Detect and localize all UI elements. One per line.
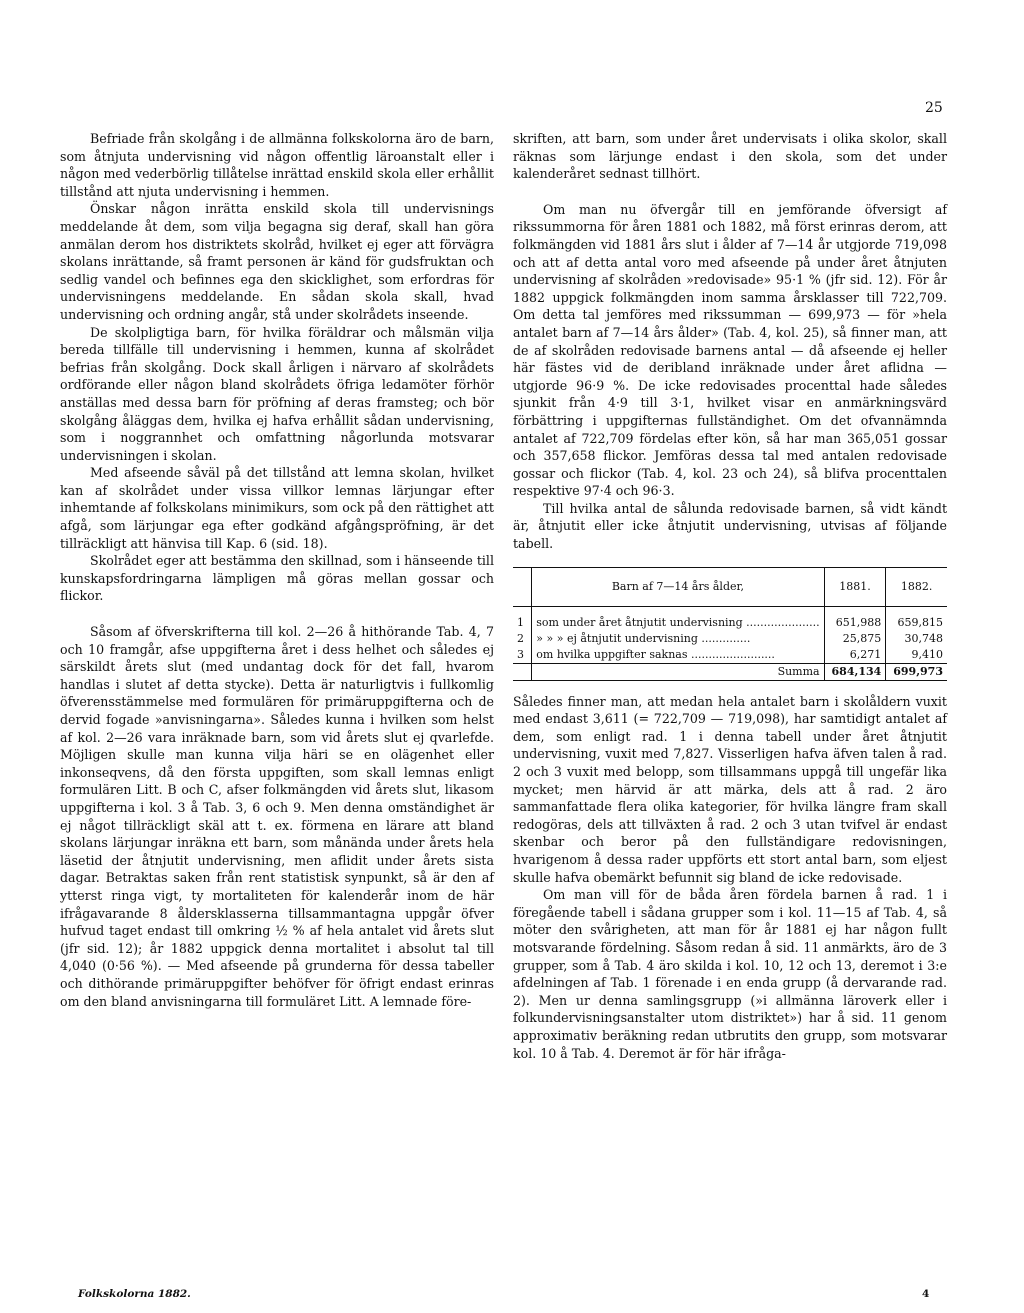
row-value-1882: 9,410: [911, 647, 943, 661]
footer-publication: Folkskolorna 1882.: [78, 1288, 191, 1300]
paragraph: Således finner man, att medan hela antalet barn i skolåldern vuxit med endast 3,611 (= 722,709 — 719,098), har samtidigt antalet af dem, som enligt rad. 1 i denna tabell under året åtnjutit undervisning, vuxit med 7,827. Visserligen hafva äfven talen å rad. 2 och 3 vuxit med belopp, som tillsammans uppgå till ungefär lika mycket; men härvid är att märka, dels att å rad. 2 äro sammanfattade flera olika kategorier, för hvilka längre fram skall redogöras, dels att tillväxten å rad. 2 och 3 utan tvifvel är endast skenbar och beror på den fullständigare redovisningen, hvarigenom å dessa rader uppförts ett stort antal barn, som eljest skulle hafva obemärkt befunnit sig bland de icke redovisade.: [513, 693, 947, 885]
table-header-1881: 1881.: [824, 567, 886, 606]
sum-label: Summa: [532, 663, 824, 680]
paragraph: Om man vill för de båda åren fördela barnen å rad. 1 i föregående tabell i sådana grupper som i kol. 11—15 af Tab. 4, så möter den svårigheten, att man för år 1881 ej har någon fullt motsvarande fördelning. Såsom redan å sid. 11 anmärkts, äro de 3 grupper, som å Tab. 4 äro skilda i kol. 10, 12 och 13, deremot i 3:e afdelningen af Tab. 1 förenade i en enda grupp (å dervarande rad. 2). Men ur denna samlingsgrupp (»i allmänna läroverk eller i folkundervisningsanstalter utom distriktet») har å sid. 11 genom approximativ beräkning redan utbrutits den grupp, som motsvarar kol. 10 å Tab. 4. Deremot är för här ifråga-: [513, 887, 947, 1061]
footer-signature: 4: [922, 1288, 930, 1300]
row-label: » » » ej åtnjutit undervisning ..............: [532, 631, 824, 647]
left-column: [60, 130, 494, 1010]
paragraph: Önskar någon inrätta enskild skola till undervisnings meddelande åt dem, som vilja begagna sig deraf, skall han göra anmälan derom hos distriktets skolråd, hvilket ej eger att förvägra skolans inrättande, så framt personen är känd för gudsfruktan och sedlig vandel och befinnes ega den skicklighet, som erfordras för undervisningens meddelande. En sådan skola skall, hvad undervisning och ordning angår, stå under skolrådets inseende.: [60, 201, 494, 322]
page-number: 25: [925, 100, 943, 116]
paragraph: Befriade från skolgång i de allmänna folkskolorna äro de barn, som åtnjuta undervisning vid någon offentlig läroanstalt eller i någon med vederbörlig tillåtelse inrättad enskild skola eller erhållit tillstånd att njuta undervisning i hemmen.: [60, 131, 494, 199]
row-label: om hvilka uppgifter saknas ........................: [532, 647, 824, 664]
paragraph: skriften, att barn, som under året undervisats i olika skolor, skall räknas som lärjunge endast i den skola, som det under kalenderåret sednast tillhört.: [513, 131, 947, 182]
sum-number: [513, 663, 532, 680]
table-row: [513, 647, 947, 664]
row-value-1881: 651,988: [824, 606, 886, 631]
table-row: [513, 631, 947, 647]
row-value-1882: 30,748: [904, 631, 943, 645]
paragraph: Om man nu öfvergår till en jemförande öfversigt af rikssummorna för åren 1881 och 1882, må först erinras derom, att folkmängden vid 1881 års slut i ålder af 7—14 år utgjorde 719,098 och att af detta antal voro med afseende på under året åtnjuten undervisning af skolråden »redovisade» 95·1 % (jfr sid. 12). För år 1882 uppgick folkmängden inom samma årsklasser till 722,709. Om detta tal jemföres med rikssumman — 699,973 — för »hela antalet barn af 7—14 års ålder» (Tab. 4, kol. 25), så finner man, att de af skolråden redovisade barnens antal — då afseende ej heller här fästes vid de deribland inräknade under året aflidna — utgjorde 96·9 %. De icke redovisades procenttal hade således sjunkit från 4·9 till 3·1, hvilket visar en anmärkningsvärd förbättring i uppgifternas fullständighet. Om det ofvannämnda antalet af 722,709 fördelas efter kön, så har man 365,051 gossar och 357,658 flickor. Jemföras dessa tal med antalen redovisade gossar och flickor (Tab. 4, kol. 23 och 24), så blifva procenttalen respektive 97·4 och 96·3.: [513, 201, 947, 499]
table-sum-row: [513, 663, 947, 680]
sum-value-1881: 684,134: [824, 663, 886, 680]
row-value-1881: 25,875: [824, 631, 886, 647]
paragraph: De skolpligtiga barn, för hvilka föräldrar och målsmän vilja bereda tillfälle till undervisning i hemmen, kunna af skolrådet befrias från skolgång. Dock skall årligen i närvaro af skolrådets ordförande eller någon bland skolrådets öfriga ledamöter förhör anställas med dessa barn för pröfning af deras framsteg; och bör skolgång åläggas dem, hvilka ej hafva erhållit sådan undervisning, som i noggrannhet och omfattning någorlunda motsvarar undervisningen i skolan.: [60, 324, 494, 463]
row-value-1882: 659,815: [897, 615, 943, 629]
table-row: [513, 606, 947, 631]
children-table: [513, 567, 947, 681]
table-header-row: [513, 567, 947, 606]
table-header-label: Barn af 7—14 års ålder,: [532, 567, 824, 606]
paragraph: Till hvilka antal de sålunda redovisade barnen, så vidt kändt är, åtnjutit eller icke åtnjutit undervisning, utvisas af följande tabell.: [513, 500, 947, 552]
row-value-1881: 6,271: [824, 647, 886, 664]
sum-value-1882: 699,973: [886, 663, 947, 680]
right-column: [513, 130, 947, 1062]
table-header-1882: 1882.: [886, 567, 947, 606]
row-number: 2: [513, 631, 532, 647]
row-number: 3: [513, 647, 532, 664]
paragraph: Såsom af öfverskrifterna till kol. 2—26 å hithörande Tab. 4, 7 och 10 framgår, afse uppgifterna året i dess helhet och således ej särskildt årets slut (med undantag dock för det fall, hvarom handlas i slutet af detta stycke). Detta är naturligtvis i fullkomlig öfverensstämmelse med formulären för primäruppgifterna och de dervid fogade »anvisningarna». Således kunna i hvilken som helst af kol. 2—26 vara inräknade barn, som vid årets slut ej qvarlefde. Möjligen skulle man kunna vilja häri se en olägenhet eller inkonseqvens, då den första uppgiften, som skall lemnas enligt formulären Litt. B och C, afser folkmängden vid årets slut, likasom uppgifterna i kol. 3 å Tab. 3, 6 och 9. Men denna omständighet är ej något tillräckligt skäl att t. ex. förmena en lärare att bland skolans lärjungar inräkna ett barn, som månända under årets hela läsetid der åtnjutit undervisning, men aflidit under årets sista dagar. Betraktas saken från rent statistisk synpunkt, så är den af ytterst ringa vigt, ty mortaliteten för kalenderår inom de här ifrågavarande 8 åldersklasserna tillsammantagna uppgår öfver hufvud taget endast till omkring ½ % af hela antalet vid årets slut (jfr sid. 12); år 1882 uppgick denna mortalitet i absolut tal till 4,040 (0·56 %). — Med afseende på grunderna för dessa tabeller och dithörande primäruppgifter behöfver för öfrigt endast erinras om den bland anvisningarna till formuläret Litt. A lemnade före-: [60, 624, 494, 1009]
row-number: 1: [513, 606, 532, 631]
paragraph: Med afseende såväl på det tillstånd att lemna skolan, hvilket kan af skolrådet under vissa villkor lemnas lärjungar efter inhemtande af folkskolans minimikurs, som ock på den rättighet att afgå, som lärjungar ega efter godkänd afgångspröfning, är det tillräckligt att hänvisa till Kap. 6 (sid. 18).: [60, 465, 494, 551]
row-label: som under året åtnjutit undervisning .....................: [532, 606, 824, 631]
table-header-num: [513, 567, 532, 606]
paragraph: Skolrådet eger att bestämma den skillnad, som i hänseende till kunskapsfordringarna lämpligen må göras mellan gossar och flickor.: [60, 553, 494, 604]
